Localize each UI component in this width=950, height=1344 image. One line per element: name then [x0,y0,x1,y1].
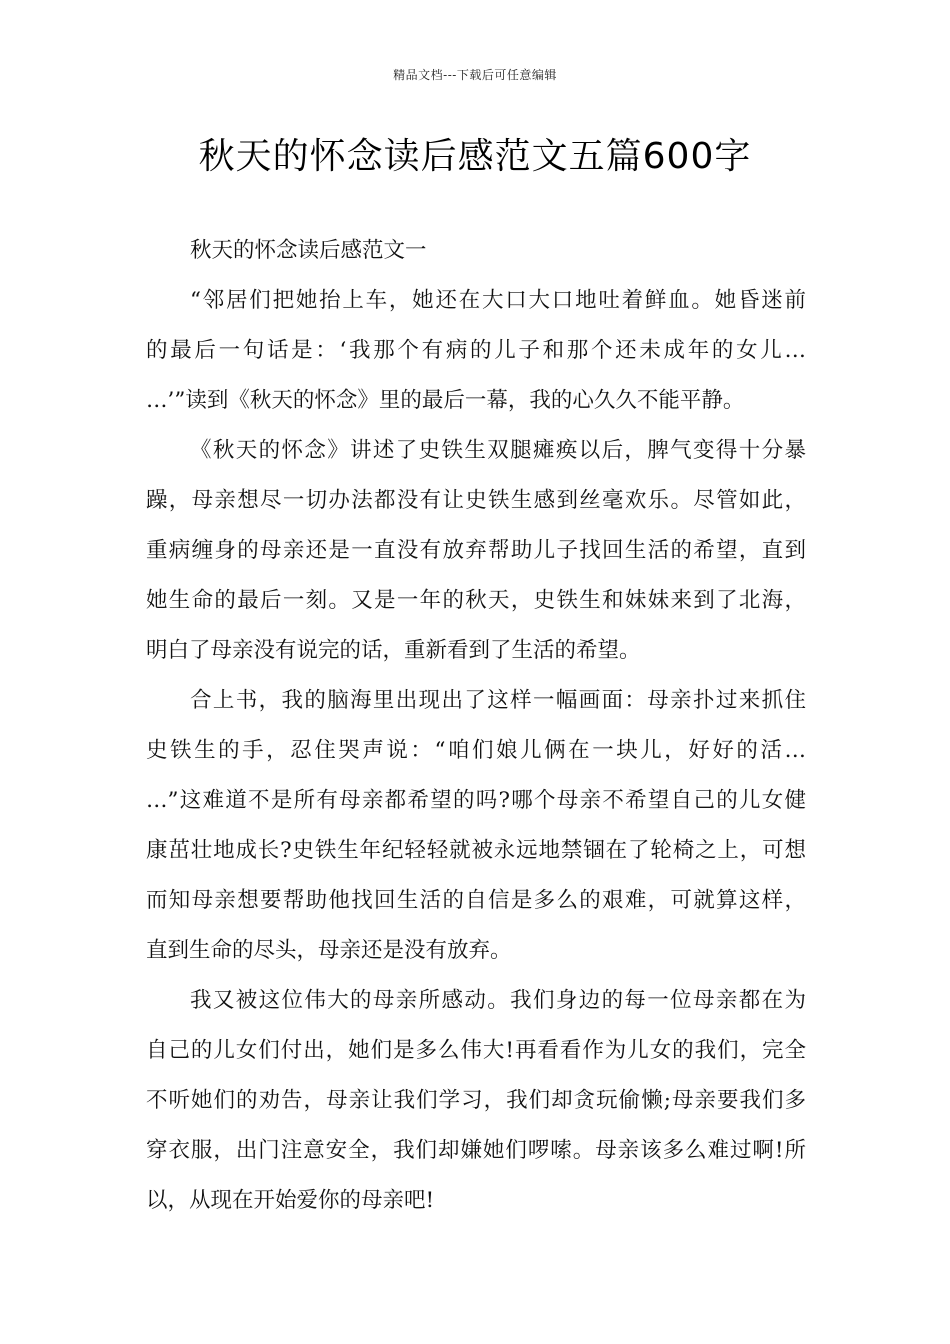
text-line: 以，从现在开始爱你的母亲吧! [146,1188,435,1213]
text-line: “邻居们把她抬上车，她还在大口大口地吐着鲜血。她昏迷前 [190,288,806,313]
text-line: 我又被这位伟大的母亲所感动。我们身边的每一位母亲都在为 [190,988,806,1013]
header-note: 精品文档---下载后可任意编辑 [393,68,557,82]
article-body [146,226,806,1226]
page-title: 秋天的怀念读后感范文五篇600字 [198,136,752,177]
text-line: 《秋天的怀念》讲述了史铁生双腿瘫痪以后，脾气变得十分暴 [190,438,806,463]
text-line: 的最后一句话是：‘我那个有病的儿子和那个还未成年的女儿… [146,338,806,363]
text-line: 自己的儿女们付出，她们是多么伟大!再看看作为儿女的我们，完全 [146,1038,806,1063]
text-line: 合上书，我的脑海里出现出了这样一幅画面：母亲扑过来抓住 [190,688,806,713]
section-heading: 秋天的怀念读后感范文一 [190,238,427,263]
text-line: 而知母亲想要帮助他找回生活的自信是多么的艰难，可就算这样， [146,888,806,913]
text-line: 穿衣服，出门注意安全，我们却嫌她们啰嗦。母亲该多么难过啊!所 [146,1138,806,1163]
paragraph-2 [146,426,806,676]
text-line: …”这难道不是所有母亲都希望的吗?哪个母亲不希望自己的儿女健 [146,788,806,813]
text-line: 重病缠身的母亲还是一直没有放弃帮助儿子找回生活的希望，直到 [146,538,806,563]
text-line: 直到生命的尽头，母亲还是没有放弃。 [146,938,512,963]
text-line: 她生命的最后一刻。又是一年的秋天，史铁生和妹妹来到了北海， [146,588,806,613]
text-line: 康茁壮地成长?史铁生年纪轻轻就被永远地禁锢在了轮椅之上，可想 [146,838,806,863]
text-line: …’”读到《秋天的怀念》里的最后一幕，我的心久久不能平静。 [146,388,745,413]
text-line: 躁，母亲想尽一切办法都没有让史铁生感到丝毫欢乐。尽管如此， [146,488,806,513]
paragraph-3 [146,676,806,976]
text-line: 不听她们的劝告，母亲让我们学习，我们却贪玩偷懒;母亲要我们多 [146,1088,806,1113]
paragraph-1 [146,276,806,426]
text-line: 明白了母亲没有说完的话，重新看到了生活的希望。 [146,638,641,663]
paragraph-4 [146,976,806,1226]
text-line: 史铁生的手，忍住哭声说：“咱们娘儿俩在一块儿，好好的活… [146,738,806,763]
